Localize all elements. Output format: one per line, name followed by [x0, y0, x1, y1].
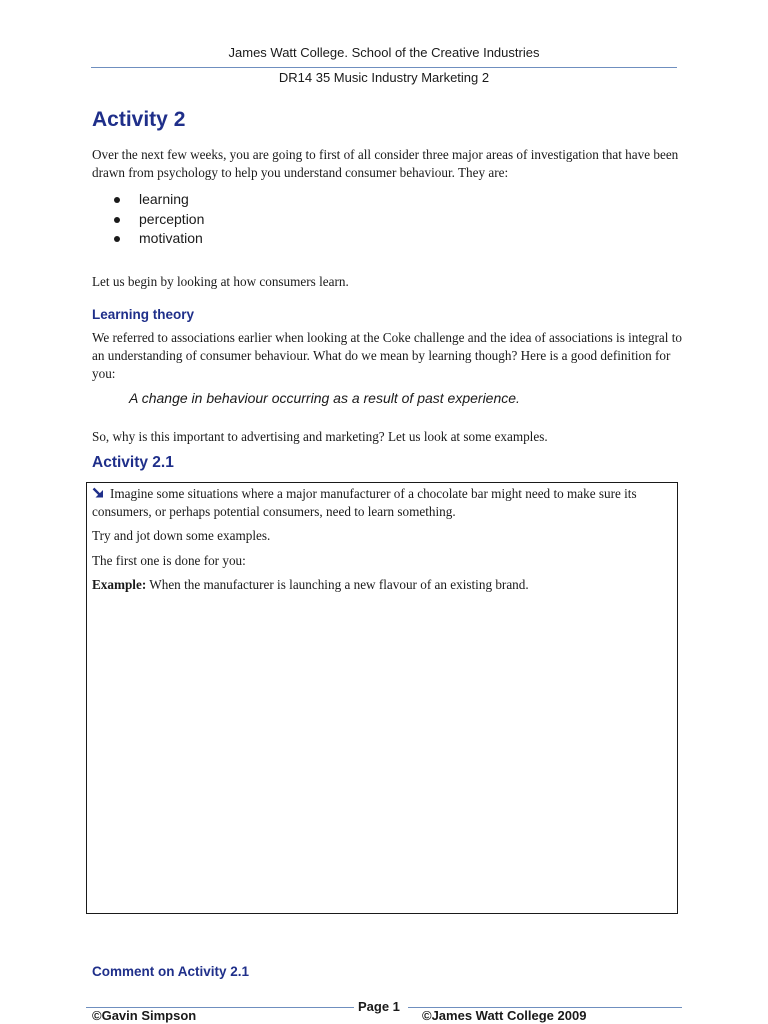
- intro-paragraph: Over the next few weeks, you are going to first of all consider three major areas of investigation that have been drawn from psychology to help you understand consumer behaviour. They are:: [92, 147, 679, 180]
- list-item: [112, 190, 204, 210]
- footer-copyright: ©James Watt College 2009: [422, 1008, 587, 1023]
- list-item: [112, 210, 204, 230]
- list-item: [112, 229, 204, 249]
- activity-prompt: [92, 485, 674, 521]
- activity-2-1-heading: Activity 2.1: [92, 454, 174, 471]
- follow-up-text: So, why is this important to advertising and marketing? Let us look at some examples.: [92, 429, 548, 444]
- example-text: When the manufacturer is launching a new flavour of an existing brand.: [149, 577, 529, 592]
- comment-heading: Comment on Activity 2.1: [92, 964, 250, 979]
- activity-answer-box[interactable]: [86, 482, 678, 914]
- bullet-icon: [114, 197, 120, 203]
- activity-instruction: Try and jot down some examples.: [92, 528, 271, 543]
- footer-author: ©Gavin Simpson: [92, 1008, 197, 1023]
- definition-quote: A change in behaviour occurring as a result of past experience.: [129, 390, 520, 406]
- areas-list: [112, 190, 204, 249]
- activity-example: [92, 576, 674, 594]
- header-divider: [91, 67, 677, 68]
- header-course-line: DR14 35 Music Industry Marketing 2: [278, 70, 490, 85]
- bullet-icon: [114, 236, 120, 242]
- list-item-label: motivation: [139, 230, 203, 246]
- learning-theory-paragraph: We referred to associations earlier when looking at the Coke challenge and the idea of associations is integral to an understanding of consumer behaviour. What do we mean by learning though? Here is a good definition for you:: [92, 330, 682, 381]
- arrow-down-right-icon: [92, 486, 105, 499]
- list-item-label: perception: [139, 210, 205, 227]
- header-college-line: James Watt College. School of the Creative Industries: [228, 45, 540, 60]
- bullet-icon: [114, 217, 120, 223]
- lead-in-text: Let us begin by looking at how consumers learn.: [92, 274, 349, 289]
- activity-note: The first one is done for you:: [92, 553, 246, 568]
- page-title: Activity 2: [92, 108, 186, 131]
- list-item-label: learning: [139, 191, 189, 207]
- example-label: Example:: [92, 577, 147, 592]
- activity-prompt-text: Imagine some situations where a major manufacturer of a chocolate bar might need to make sure its consumers, or perhaps potential consumers, need to learn something.: [92, 486, 637, 519]
- page-number: Page 1: [358, 999, 400, 1014]
- learning-theory-heading: Learning theory: [92, 307, 195, 322]
